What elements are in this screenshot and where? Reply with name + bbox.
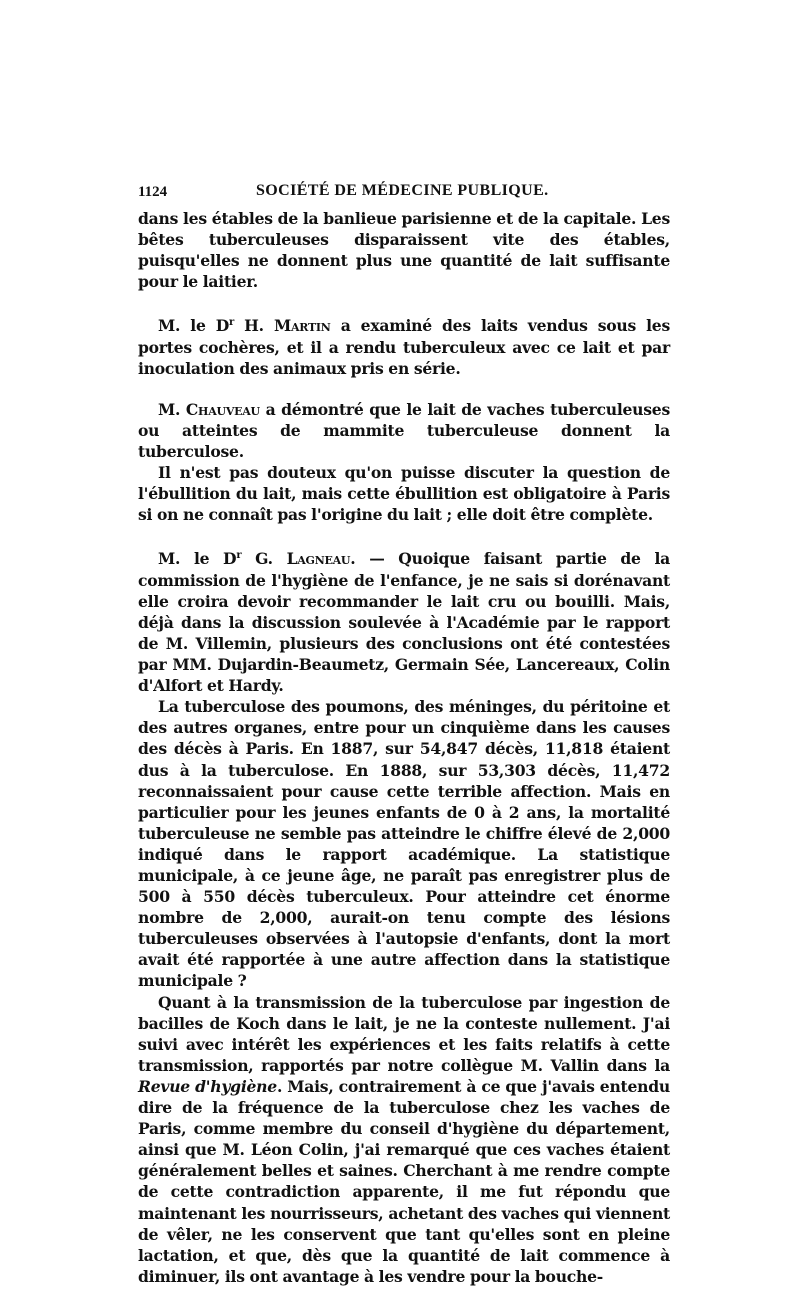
speaker-initial: G.: [255, 549, 287, 569]
paragraph-text: . Mais, contrairement à ce que j'avais entendu dire de la fréquence de la tuberculose chez les vaches de Paris, comme membre du conseil d'hygiène du département, ainsi que M. Léon Colin, j'ai remarqué que ces vaches étaient généralement belles et saines. Cherchant à me rendre compte de cette contradiction apparente, il me fut répondu que maintenant les nourrisseurs, achetant des vaches qui viennent de vêler, ne les conservent que tant qu'elles sont en pleine lactation, et que, dès que la quantité de lait commence à diminuer, ils ont avantage à les vendre pour la bouche-: [138, 1076, 670, 1286]
speaker-prefix: M. le D: [158, 316, 230, 336]
paragraph-5: [138, 545, 670, 696]
journal-title: Revue d'hygiène: [138, 1076, 277, 1096]
paragraph-1: [138, 208, 670, 292]
body-text: [138, 208, 670, 1287]
book-page: [138, 180, 670, 1287]
title-superscript: r: [236, 550, 242, 562]
paragraph-7: [138, 992, 670, 1287]
paragraph-text: a démontré que le lait de vaches tuberculeuses ou atteintes de mammite tuberculeuse donnent la tuberculose.: [138, 399, 670, 462]
paragraph-3: [138, 399, 670, 462]
speaker-prefix: M. le D: [158, 549, 237, 569]
paragraph-6: [138, 696, 670, 991]
speaker-name: Chauveau: [185, 399, 260, 419]
paragraph-2: [138, 312, 670, 378]
running-title: SOCIÉTÉ DE MÉDECINE PUBLIQUE.: [256, 182, 549, 199]
speaker-initial: H.: [244, 316, 274, 336]
paragraph-text: La tuberculose des poumons, des méninges, du péritoine et des autres organes, entre pour un cinquième dans les causes des décès à Paris. En 1887, sur 54,847 décès, 11,818 étaient dus à la tuberculose. En 1888, sur 53,303 décès, 11,472 reconnaissaient pour cause cette terrible affection. Mais en particulier pour les jeunes enfants de 0 à 2 ans, la mortalité tuberculeuse ne semble pas atteindre le chiffre élevé de 2,000 indiqué dans le rapport académique. La statistique municipale, à ce jeune âge, ne paraît pas enregistrer plus de 500 à 550 décès tuberculeux. Pour atteindre cet énorme nombre de 2,000, aurait-on tenu compte des lésions tuberculeuses observées à l'autopsie d'enfants, dont la mort avait été rapportée à une autre affection dans la statistique municipale ?: [138, 697, 670, 991]
title-superscript: r: [229, 317, 235, 329]
paragraph-text: dans les étables de la banlieue parisienne et de la capitale. Les bêtes tuberculeuses disparaissent vite des étables, puisqu'elles ne donnent plus une quantité de lait suffisante pour le laitier.: [138, 209, 670, 292]
paragraph-text: Il n'est pas douteux qu'on puisse discuter la question de l'ébullition du lait, mais cette ébullition est obligatoire à Paris si on ne connaît pas l'origine du lait ; elle doit être complète.: [138, 463, 670, 525]
page-number: 1124: [138, 184, 168, 200]
speaker-name: Lagneau: [286, 549, 351, 569]
paragraph-4: [138, 462, 670, 525]
page-header: [138, 180, 670, 208]
paragraph-text: . — Quoique faisant partie de la commission de l'hygiène de l'enfance, je ne sais si dorénavant elle croira devoir recommander le lait cru ou bouilli. Mais, déjà dans la discussion soulevée à l'Académie par le rapport de M. Villemin, plusieurs des conclusions ont été contestées par MM. Dujardin-Beaumetz, Germain Sée, Lancereaux, Colin d'Alfort et Hardy.: [138, 549, 670, 696]
paragraph-text: Quant à la transmission de la tuberculose par ingestion de bacilles de Koch dans le lait, je ne la conteste nullement. J'ai suivi avec intérêt les expériences et les faits relatifs à cette transmission, rapportés par notre collègue M. Vallin dans la: [138, 992, 670, 1075]
paragraph-text: a examiné des laits vendus sous les portes cochères, et il a rendu tuberculeux avec ce lait et par inoculation des animaux pris en série.: [138, 316, 670, 378]
speaker-prefix: M.: [158, 399, 186, 419]
speaker-name: Martin: [273, 316, 331, 336]
